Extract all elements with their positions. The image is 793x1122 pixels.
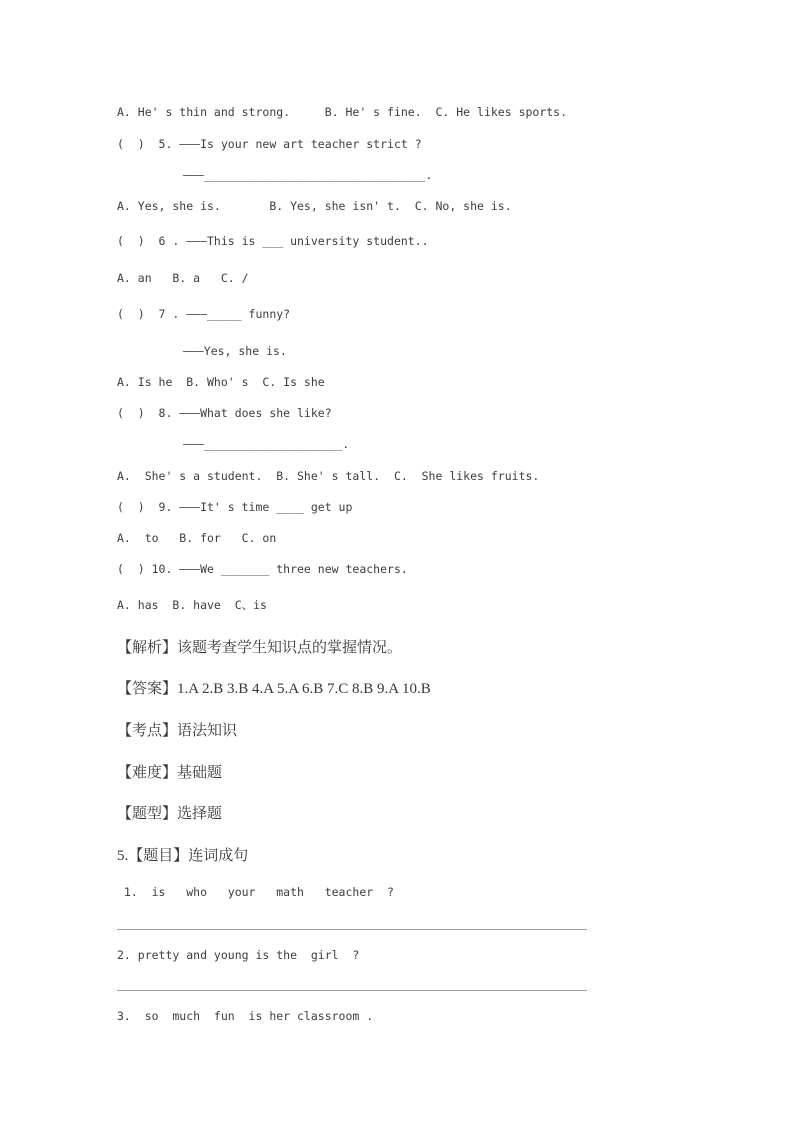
q9-stem-line: ( ) 9. ———It' s time ____ get up xyxy=(117,500,353,514)
q5-options-line: A. Yes, she is. B. Yes, she isn' t. C. No, she is. xyxy=(117,199,512,213)
section5-title: 5.【题目】连词成句 xyxy=(117,848,249,864)
q8-answer-blank-line: ———____________________. xyxy=(183,437,350,451)
answer-rule-2 xyxy=(117,990,587,991)
answer-rule-1 xyxy=(117,929,587,930)
analysis-question-type-line: 【题型】选择题 xyxy=(117,806,223,822)
analysis-answers-line: 【答案】1.A 2.B 3.B 4.A 5.A 6.B 7.C 8.B 9.A 10.B xyxy=(117,681,431,697)
q7-stem-line: ( ) 7 . ———_____ funny? xyxy=(117,307,291,321)
q5-answer-blank-line: ———________________________________. xyxy=(183,168,433,182)
q6-options-line: A. an B. a C. / xyxy=(117,271,249,285)
section5-item2-line: 2. pretty and young is the girl ? xyxy=(117,948,360,962)
analysis-explanation-line: 【解析】该题考查学生知识点的掌握情况。 xyxy=(117,640,403,656)
q9-options-line: A. to B. for C. on xyxy=(117,531,277,545)
q8-options-line: A. She' s a student. B. She' s tall. C. She likes fruits. xyxy=(117,469,540,483)
q10-stem-line: ( ) 10. ———We _______ three new teachers. xyxy=(117,562,408,576)
analysis-exam-point-line: 【考点】语法知识 xyxy=(117,723,238,739)
q5-stem-line: ( ) 5. ———Is your new art teacher strict ? xyxy=(117,137,422,151)
q7-options-line: A. Is he B. Who' s C. Is she xyxy=(117,375,325,389)
q10-options-line: A. has B. have C、is xyxy=(117,598,267,612)
analysis-difficulty-line: 【难度】基础题 xyxy=(117,765,223,781)
q7-reply-line: ———Yes, she is. xyxy=(183,344,287,358)
q8-stem-line: ( ) 8. ———What does she like? xyxy=(117,406,332,420)
q4-options-line: A. He' s thin and strong. B. He' s fine. C. He likes sports. xyxy=(117,105,568,119)
q6-stem-line: ( ) 6 . ———This is ___ university student.. xyxy=(117,234,429,248)
section5-item1-line: 1. is who your math teacher ? xyxy=(117,885,394,899)
section5-item3-line: 3. so much fun is her classroom . xyxy=(117,1009,374,1023)
